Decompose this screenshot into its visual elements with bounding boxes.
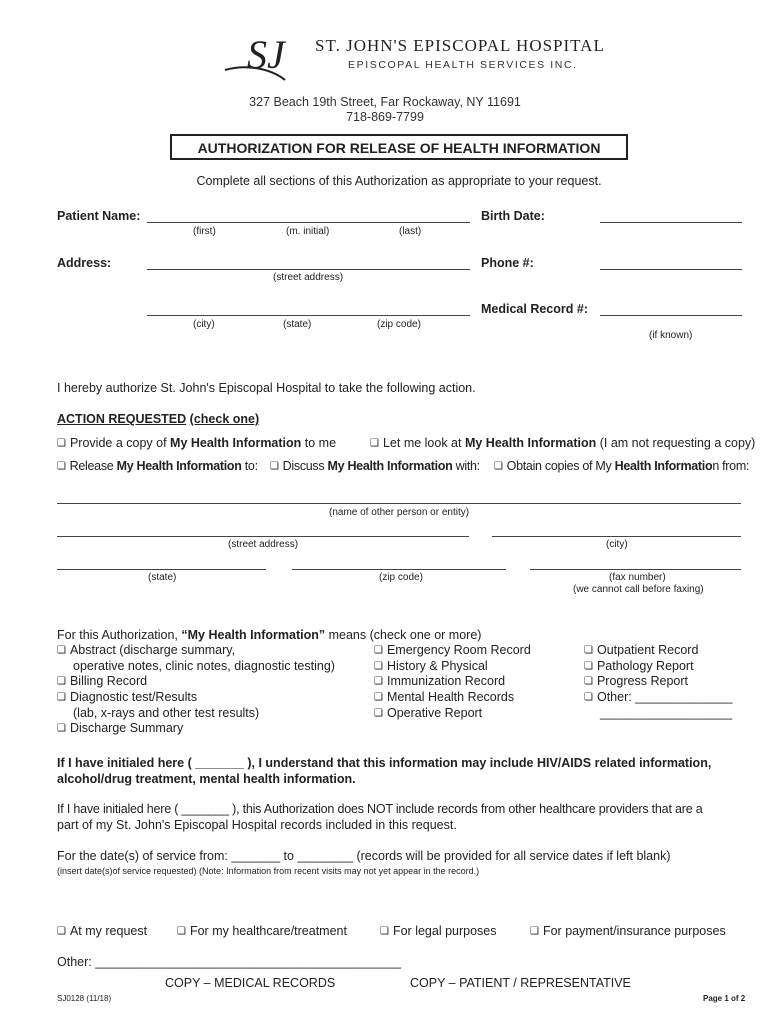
form-id: SJ0128 (11/18) xyxy=(57,994,112,1003)
recipient-name-hint: (name of other person or entity) xyxy=(329,507,470,518)
release-post: to: xyxy=(241,459,258,473)
form-title-box xyxy=(170,134,628,160)
discuss-bold: My Health Information xyxy=(327,459,453,473)
recipient-state-field[interactable] xyxy=(57,569,266,570)
diagnostic-results-checkbox[interactable]: ❏ Diagnostic test/Results xyxy=(57,690,197,704)
history-physical-checkbox[interactable]: ❏ History & Physical xyxy=(374,659,488,673)
authorize-text: I hereby authorize St. John's Episcopal Hospital to take the following action. xyxy=(57,381,476,395)
address-label: Address: xyxy=(57,256,112,270)
action-heading-text: ACTION REQUESTED xyxy=(57,412,187,426)
city-hint: (city) xyxy=(193,319,215,330)
recipient-fax-field[interactable] xyxy=(530,569,741,570)
discuss-pre: Discuss xyxy=(282,459,328,473)
patient-name-field[interactable] xyxy=(147,222,470,223)
release-checkbox[interactable] xyxy=(57,459,258,473)
service-dates-line: For the date(s) of service from: _______ to ________ (records will be provided for all service dates if left blank) xyxy=(57,849,671,863)
means-intro-post: means (check one or more) xyxy=(325,628,482,642)
recipient-street-field[interactable] xyxy=(57,536,469,537)
phone-field[interactable] xyxy=(600,269,742,270)
page-number: Page 1 of 2 xyxy=(703,994,746,1003)
hiv-line-1: If I have initialed here ( _______ ), I understand that this information may include HIV/AIDS related information, xyxy=(57,756,712,770)
middle-hint: (m. initial) xyxy=(286,226,330,237)
obtain-checkbox[interactable] xyxy=(494,459,749,473)
birth-date-field[interactable] xyxy=(600,222,742,223)
recipient-fax-hint: (fax number) xyxy=(609,572,666,583)
action-heading xyxy=(57,412,259,426)
immunization-checkbox[interactable]: ❏ Immunization Record xyxy=(374,674,505,688)
provide-bold: My Health Information xyxy=(170,436,302,450)
hospital-address: 327 Beach 19th Street, Far Rockaway, NY 11691 xyxy=(249,95,521,109)
discharge-summary-checkbox[interactable]: ❏ Discharge Summary xyxy=(57,721,183,735)
street-hint: (street address) xyxy=(273,272,344,283)
discuss-checkbox[interactable] xyxy=(270,459,480,473)
look-bold: My Health Information xyxy=(464,436,597,450)
hospital-subtitle: EPISCOPAL HEALTH SERVICES INC. xyxy=(348,59,578,71)
patient-name-label: Patient Name: xyxy=(57,209,141,223)
other-record-line[interactable]: ___________________ xyxy=(600,706,733,720)
last-hint: (last) xyxy=(399,226,422,237)
hospital-name: ST. JOHN'S EPISCOPAL HOSPITAL xyxy=(315,36,605,55)
mrn-label: Medical Record #: xyxy=(481,302,588,316)
other-providers-line-2: part of my St. John's Episcopal Hospital records included in this request. xyxy=(57,818,457,832)
other-providers-line-1: If I have initialed here ( _______ ), this Authorization does NOT include records from other healthcare providers that are a xyxy=(57,802,703,816)
hospital-phone: 718-869-7799 xyxy=(346,110,424,124)
recipient-street-hint: (street address) xyxy=(228,539,299,550)
action-heading-note: (check one) xyxy=(189,412,260,426)
obtain-post: n from: xyxy=(712,459,750,473)
recipient-state-hint: (state) xyxy=(148,572,177,583)
obtain-pre: Obtain copies of My xyxy=(506,459,615,473)
outpatient-checkbox[interactable]: ❏ Outpatient Record xyxy=(584,643,698,657)
billing-record-checkbox[interactable]: ❏ Billing Record xyxy=(57,674,147,688)
provide-post: to me xyxy=(301,436,337,450)
healthcare-treatment-checkbox[interactable]: ❏ For my healthcare/treatment xyxy=(177,924,347,938)
recipient-name-field[interactable] xyxy=(57,503,741,504)
if-known-hint: (if known) xyxy=(649,330,693,341)
street-field[interactable] xyxy=(147,269,470,270)
recipient-city-hint: (city) xyxy=(606,539,628,550)
hiv-line-2: alcohol/drug treatment, mental health information. xyxy=(57,772,356,786)
recipient-fax-note: (we cannot call before faxing) xyxy=(573,584,704,595)
provide-pre: Provide a copy of xyxy=(69,436,171,450)
discuss-post: with: xyxy=(452,459,480,473)
provide-copy-checkbox[interactable] xyxy=(57,436,336,450)
pathology-checkbox[interactable]: ❏ Pathology Report xyxy=(584,659,694,673)
city-state-zip-field[interactable] xyxy=(147,315,470,316)
obtain-bold: Health Informatio xyxy=(614,459,713,473)
means-intro xyxy=(57,628,481,642)
at-my-request-checkbox[interactable]: ❏ At my request xyxy=(57,924,147,938)
operative-report-checkbox[interactable]: ❏ Operative Report xyxy=(374,706,482,720)
recipient-zip-field[interactable] xyxy=(292,569,506,570)
intro-text: Complete all sections of this Authorization as appropriate to your request. xyxy=(196,174,602,188)
legal-purposes-checkbox[interactable]: ❏ For legal purposes xyxy=(380,924,497,938)
abstract-detail: operative notes, clinic notes, diagnostic testing) xyxy=(73,659,335,673)
payment-insurance-checkbox[interactable]: ❏ For payment/insurance purposes xyxy=(530,924,726,938)
er-record-checkbox[interactable]: ❏ Emergency Room Record xyxy=(374,643,531,657)
progress-report-checkbox[interactable]: ❏ Progress Report xyxy=(584,674,688,688)
phone-label: Phone #: xyxy=(481,256,534,270)
hospital-logo xyxy=(215,28,310,83)
release-pre: Release xyxy=(69,459,117,473)
copy-patient-representative: COPY – PATIENT / REPRESENTATIVE xyxy=(410,976,631,990)
mental-health-checkbox[interactable]: ❏ Mental Health Records xyxy=(374,690,514,704)
release-bold: My Health Information xyxy=(116,459,242,473)
abstract-checkbox[interactable]: ❏ Abstract (discharge summary, xyxy=(57,643,235,657)
look-pre: Let me look at xyxy=(382,436,465,450)
look-at-checkbox[interactable] xyxy=(370,436,755,450)
service-dates-note: (insert date(s)of service requested) (Note: Information from recent visits may not yet appear in the record.) xyxy=(57,866,480,876)
mrn-field[interactable] xyxy=(600,315,742,316)
copy-medical-records: COPY – MEDICAL RECORDS xyxy=(165,976,336,990)
means-intro-bold: “My Health Information” xyxy=(181,628,326,642)
birth-date-label: Birth Date: xyxy=(481,209,545,223)
svg-text:SJ: SJ xyxy=(247,32,285,77)
state-hint: (state) xyxy=(283,319,312,330)
zip-hint: (zip code) xyxy=(377,319,421,330)
means-intro-pre: For this Authorization, xyxy=(57,628,182,642)
recipient-city-field[interactable] xyxy=(492,536,741,537)
diagnostic-detail: (lab, x-rays and other test results) xyxy=(73,706,260,720)
look-post: (I am not requesting a copy) xyxy=(596,436,756,450)
other-record-checkbox[interactable]: ❏ Other: ______________ xyxy=(584,690,733,704)
other-purpose-field[interactable]: Other: ____________________________________________ xyxy=(57,955,402,969)
first-hint: (first) xyxy=(193,226,216,237)
form-title: AUTHORIZATION FOR RELEASE OF HEALTH INFORMATION xyxy=(197,140,601,156)
recipient-zip-hint: (zip code) xyxy=(379,572,423,583)
